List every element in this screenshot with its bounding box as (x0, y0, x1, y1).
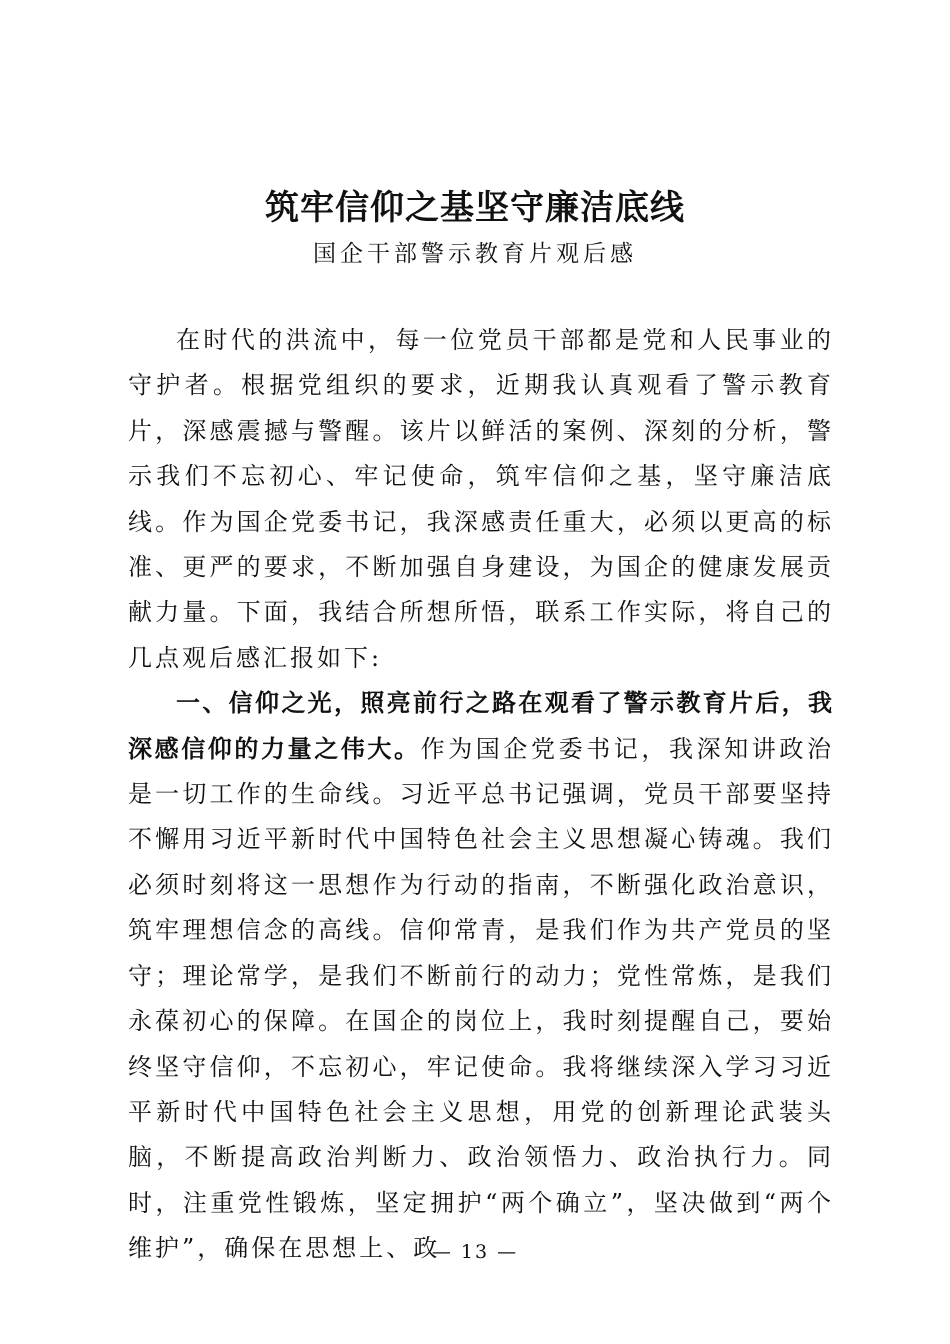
page-subtitle: 国企干部警示教育片观后感 (313, 241, 637, 267)
section-one-text: 作为国企党委书记，我深知讲政治是一切工作的生命线。习近平总书记强调，党员干部要坚持不懈用习近平新时代中国特色社会主义思想凝心铸魂。我们必须时刻将这一思想作为行动的指南，不断强化政治意识，筑牢理想信念的高线。信仰常青，是我们作为共产党员的坚守；理论常学，是我们不断前行的动力；党性常炼，是我们永葆初心的保障。在国企的岗位上，我时刻提醒自己，要始终坚守信仰，不忘初心，牢记使命。我将继续深入学习习近平新时代中国特色社会主义思想，用党的创新理论武装头脑，不断提高政治判断力、政治领悟力、政治执行力。同时，注重党性锻炼，坚定拥护“两个确立”，坚决做到“两个维护”，确保在思想上、政 (128, 734, 835, 1263)
paragraph-intro-text: 在时代的洪流中，每一位党员干部都是党和人民事业的守护者。根据党组织的要求，近期我认真观看了警示教育片，深感震撼与警醒。该片以鲜活的案例、深刻的分析，警示我们不忘初心、牢记使命，筑牢信仰之基，坚守廉洁底线。作为国企党委书记，我深感责任重大，必须以更高的标准、更严的要求，不断加强自身建设，为国企的健康发展贡献力量。下面，我结合所想所悟，联系工作实际，将自己的几点观后感汇报如下: (128, 326, 834, 672)
paragraph-section-one (128, 681, 834, 1271)
page-number: — 13 — (431, 1241, 519, 1263)
page-title: 筑牢信仰之基坚守廉洁底线 (265, 188, 685, 228)
document-body (128, 318, 834, 1272)
section-one-heading: 一、信仰之光，照亮前行之路在观看了警示教育片后，我深感信仰的力量之伟大。 (128, 689, 834, 763)
paragraph-intro (128, 318, 834, 681)
